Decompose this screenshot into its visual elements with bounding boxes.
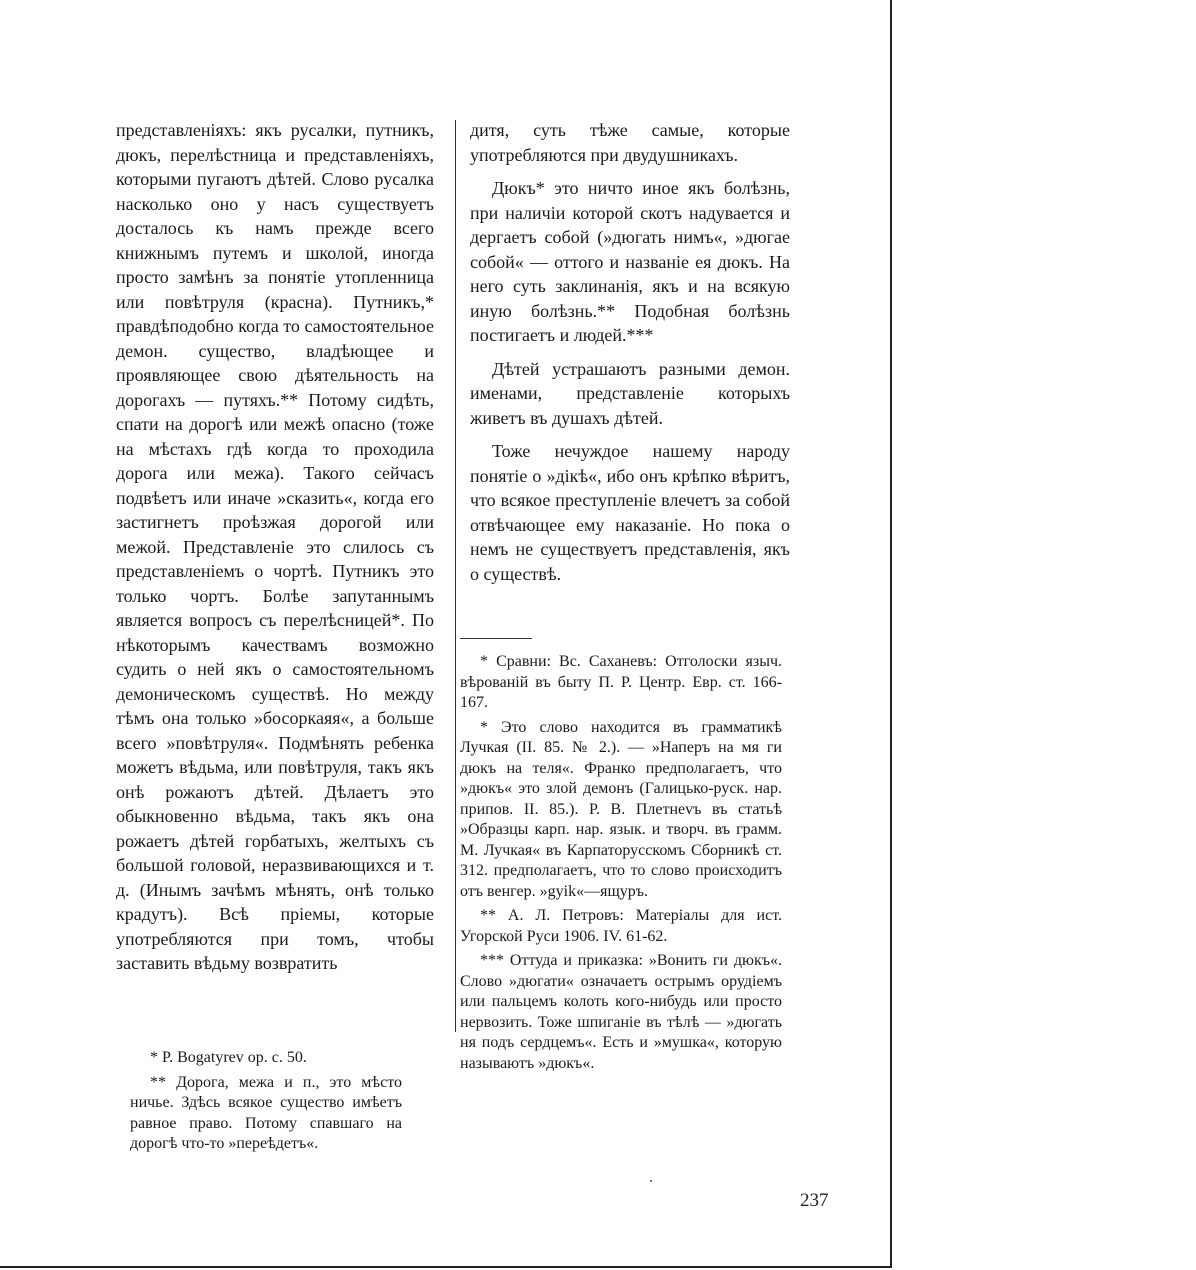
right-paragraph-2: Дюкъ* это ничто иное якъ болѣзнь, при наличіи которой скотъ надувается и дергаетъ собой (»дюгать нимъ«, »дюгае собой« — оттого и названіе ея дюкъ. На него суть заклинанія, якъ и на всякую иную болѣзнь.** Подобная болѣзнь постигаетъ и людей.***	[470, 178, 790, 345]
right-paragraph-1: дитя, суть тѣже самые, которые употребляются при двудушникахъ.	[470, 120, 790, 165]
footnote-rule	[460, 638, 532, 639]
footnote: *** Оттуда и приказка: »Вонить ги дюкъ«. Слово »дюгати« означаетъ острымъ орудіемъ или пальцемъ колоть кого-нибудь или просто нервозить. Тоже шпиганіе въ тѣлѣ — »дюгать ня подъ сердцемъ«. Есть и »мушка«, которую называютъ »дюкъ«.	[460, 952, 782, 1072]
right-paragraph-4: Тоже нечуждое нашему народу понятіе о »дікѣ«, ибо онъ крѣпко вѣритъ, что всякое преступленіе влечетъ за собой отвѣчающее ему наказаніе. Но пока о немъ не существуетъ представленія, якъ о существѣ.	[470, 441, 790, 584]
left-text-column	[116, 118, 434, 976]
footnote: * Это слово находится въ грамматикѣ Лучкая (II. 85. № 2.). — »Наперъ на мя ги дюкъ на теля«. Франко предполагаетъ, что »дюкъ« это злой демонъ (Галицько-руск. нар. припов. II. 85.). Р. В. Плетнevъ въ статьѣ »Образцы карп. нар. язык. и творч. въ грамм. М. Лучкая« въ Карпаторусскомъ Сборникѣ ст. 312. предполагаетъ, что то слово происходитъ отъ венгер. »gyik«—ящуръ.	[460, 718, 782, 900]
print-speck	[650, 1180, 652, 1182]
right-text-column	[470, 118, 790, 586]
left-footnotes	[130, 1048, 402, 1159]
footnote: * P. Bogatyrev op. c. 50.	[150, 1049, 307, 1066]
right-footnotes	[460, 652, 782, 1078]
column-divider	[455, 120, 456, 1032]
footnote: * Сравни: Вс. Саханевъ: Отголоски языч. вѣрованій въ быту П. Р. Центр. Евр. ст. 166-167.	[460, 653, 782, 711]
right-paragraph-3: Дѣтей устрашаютъ разными демон. именами, представленіе которыхъ живетъ въ душахъ дѣтей.	[470, 358, 790, 428]
footnote: ** Дорога, межа и п., это мѣсто ничье. Здѣсь всякое существо имѣетъ равное право. Потому спавшаго на дорогѣ что-то »переѣдетъ«.	[130, 1073, 402, 1152]
footnote: ** А. Л. Петровъ: Матеріалы для ист. Угорской Руси 1906. IV. 61-62.	[460, 907, 782, 945]
left-column-body: представленіяхъ: якъ русалки, путникъ, дюкъ, перелѣстница и представленіяхъ, которыми пугаютъ дѣтей. Слово русалка насколько оно у насъ существуетъ досталось къ намъ прежде всего книжнымъ путемъ и школой, иногда просто замѣнъ за понятіе утопленница или повѣтруля (красна). Путникъ,* правдѣподобно когда то самостоятельное демон. существо, владѣющее и проявляющее свою дѣятельность на дорогахъ — путяхъ.** Потому сидѣть, спати на дорогѣ или межѣ опасно (тоже на мѣстахъ гдѣ когда то проходила дорога или межа). Такого сейчасъ подвѣетъ или иначе »сказить«, когда его застигнетъ проѣзжая дорогой или межой. Представленіе это слилось съ представленіемъ о чортѣ. Путникъ это только чортъ. Болѣе запутаннымъ является вопросъ съ перелѣсницей*. По нѣкоторымъ качествамъ возможно судить о ней якъ о самостоятельномъ демоническомъ существѣ. Но между тѣмъ она только »босоркаяя«, а больше всего »повѣтруля«. Подмѣнять ребенка можетъ вѣдьма, или повѣтруля, такъ якъ онѣ рожаютъ дѣтей. Дѣлаетъ это обыкновенно вѣдьма, такъ якъ она рожаетъ дѣтей горбатыхъ, желтыхъ съ большой головой, неразвивающихся и т. д. (Инымъ зачѣмъ мѣнять, онѣ только крадутъ). Всѣ пріемы, которые употребляются при томъ, чтобы заставить вѣдьму возвратить	[116, 120, 434, 973]
page-number: 237	[800, 1190, 829, 1211]
